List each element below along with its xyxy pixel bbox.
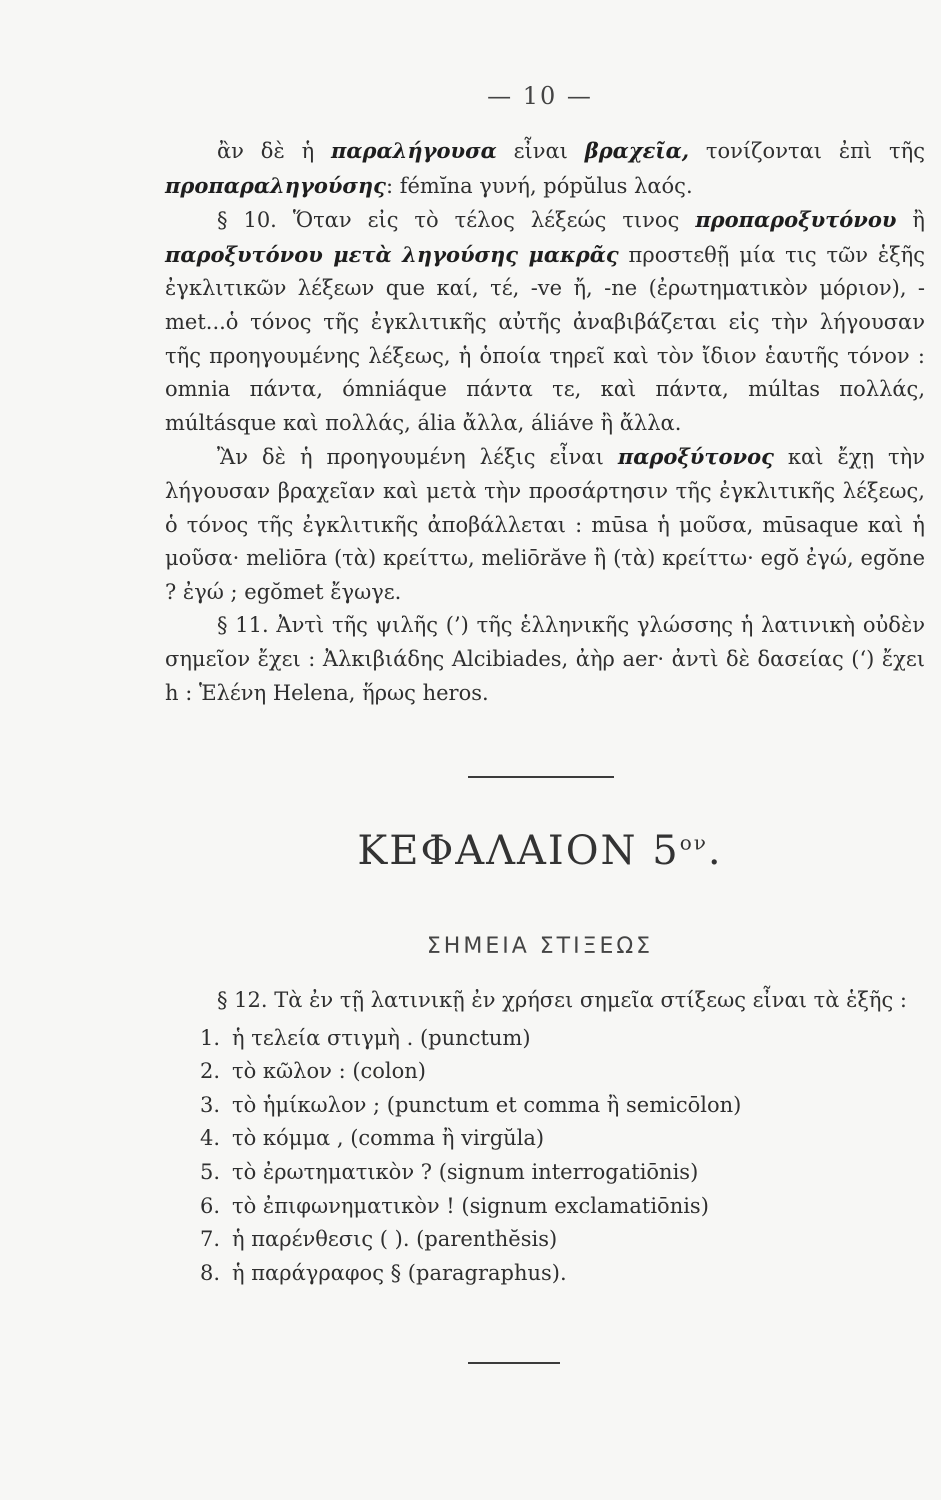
list-item: 8. ἡ παράγραφος § (paragraphus). — [200, 1260, 567, 1285]
body-text-upper — [165, 134, 925, 710]
paragraph-section-10: § 10. Ὅταν εἰς τὸ τέλος λέξεώς τινος προπαροξυτόνου ἢ παροξυτόνου μετὰ ληγούσης μακρᾶς προστεθῇ μία τις τῶν ἑξῆς ἐγκλιτικῶν λέξεων que καί, τέ, -ve ἤ, -ne (ἐρωτηματικὸν μόριον), -met...ὁ τόνος τῆς ἐγκλιτικῆς αὐτῆς ἀναβιβάζεται εἰς τὴν λήγουσαν τῆς προηγουμένης λέξεως, ἡ ὁποία τηρεῖ καὶ τὸν ἴδιον ἑαυτῆς τόνον : omnia πάντα, ómniáque πάντα τε, καὶ πάντα, múltas πολλάς, múltásque καὶ πολλάς, ália ἄλλα, áliáve ἢ ἄλλα. — [165, 207, 926, 435]
list-item: 1. ἡ τελεία στιγμὴ . (punctum) — [200, 1025, 531, 1050]
list-item: 6. τὸ ἐπιφωνηματικὸν ! (signum exclamatiōnis) — [200, 1193, 709, 1218]
paragraph-section-12: § 12. Τὰ ἐν τῇ λατινικῇ ἐν χρήσει σημεῖα στίξεως εἶναι τὰ ἑξῆς : — [217, 988, 908, 1012]
list-item: 5. τὸ ἐρωτηματικὸν ? (signum interrogatiōnis) — [200, 1159, 699, 1184]
paragraph-paroxytone: Ἂν δὲ ἡ προηγουμένη λέξις εἶναι παροξύτονος καὶ ἔχῃ τὴν λήγουσαν βραχεῖαν καὶ μετὰ τὴν προσάρτησιν τῆς ἐγκλιτικῆς λέξεως, ὁ τόνος τῆς ἐγκλιτικῆς ἀποβάλλεται : mūsa ἡ μοῦσα, mūsaque καὶ ἡ μοῦσα· meliōra (τὰ) κρείττω, meliōrăve ἢ (τὰ) κρείττω· egŏ ἐγώ, egŏne ? ἐγώ ; egŏmet ἔγωγε. — [165, 444, 926, 604]
list-item: 4. τὸ κόμμα , (comma ἢ virgŭla) — [200, 1126, 545, 1151]
section-divider-top — [468, 776, 614, 778]
list-item: 2. τὸ κῶλον : (colon) — [200, 1059, 427, 1084]
list-item: 3. τὸ ἡμίκωλον ; (punctum et comma ἢ semicōlon) — [200, 1092, 742, 1117]
chapter-title: ΚΕΦΑΛΑΙΟΝ $5^{o\nu}$. — [357, 828, 723, 874]
punctuation-section — [165, 984, 925, 1290]
paragraph-accent-rule: ἂν δὲ ἡ παραλήγουσα εἶναι βραχεῖα, τονίζονται ἐπὶ τῆς προπαραληγούσης: fémĭna γυνή, pópŭlus λαός. — [165, 138, 925, 198]
section-heading: ΣΗΜΕΙΑ ΣΤΙΞΕΩΣ — [426, 934, 654, 959]
section-divider-bottom — [468, 1362, 560, 1364]
paragraph-section-11: § 11. Ἀντὶ τῆς ψιλῆς (’) τῆς ἑλληνικῆς γλώσσης ἡ λατινικὴ οὐδὲν σημεῖον ἔχει : Ἀλκιβιάδης Alcibiades, ἀὴρ aer· ἀντὶ δὲ δασείας (‘) ἔχει h : Ἑλένη Helena, ἥρως heros. — [165, 613, 925, 705]
page-number: — 10 — — [487, 82, 593, 110]
list-item: 7. ἡ παρένθεσις ( ). (parenthĕsis) — [200, 1227, 558, 1252]
